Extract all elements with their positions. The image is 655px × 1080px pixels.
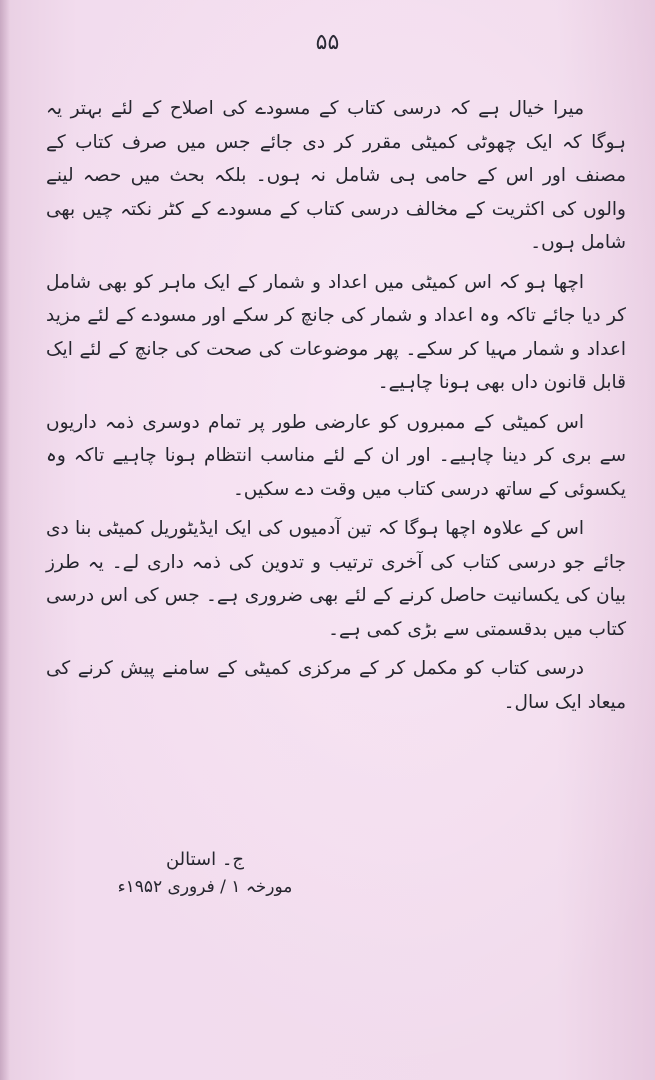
body-text <box>46 92 626 719</box>
page-number: ۵۵ <box>315 30 340 55</box>
signature-date: مورخہ ۱ / فروری ۱۹۵۲ء <box>117 877 293 897</box>
paragraph-1: میرا خیال ہے کہ درسی کتاب کے مسودے کی اصلاح کے لئے بہتر یہ ہوگا کہ ایک چھوٹی کمیٹی مقرر کر دی جائے جس میں صرف کتاب کے مصنف اور اس کے حامی ہی شامل نہ ہوں۔ بلکہ بحث میں حصہ لینے والوں کی اکثریت کے مخالف درسی کتاب کے مسودے کے کٹر نکتہ چیں بھی شامل ہوں۔ <box>46 98 626 253</box>
signature-block <box>90 846 320 900</box>
page-binding-edge <box>0 0 10 1080</box>
paragraph-4: اس کے علاوہ اچھا ہوگا کہ تین آدمیوں کی ایک ایڈیٹوریل کمیٹی بنا دی جائے جو درسی کتاب کی آخری ترتیب و تدوین کی ذمہ داری لے۔ یہ طرز بیان کی یکسانیت حاصل کرنے کے لئے بھی ضروری ہے۔ جس کی اس درسی کتاب میں بدقسمتی سے بڑی کمی ہے۔ <box>46 518 626 640</box>
paragraph-2: اچھا ہو کہ اس کمیٹی میں اعداد و شمار کے ایک ماہر کو بھی شامل کر دیا جائے تاکہ وہ اعداد و شمار کی جانچ کر سکے اور مسودے کے لئے مزید اعداد و شمار مہیا کر سکے۔ پھر موضوعات کی صحت کی جانچ کے لئے ایک قابل قانون داں بھی ہونا چاہیے۔ <box>46 271 626 393</box>
paragraph-3: اس کمیٹی کے ممبروں کو عارضی طور پر تمام دوسری ذمہ داریوں سے بری کر دینا چاہیے۔ اور ان کے لئے مناسب انتظام ہونا چاہیے تاکہ وہ یکسوئی کے ساتھ درسی کتاب میں وقت دے سکیں۔ <box>46 411 626 500</box>
signature-name: ج۔ استالن <box>165 849 245 870</box>
paragraph-5: درسی کتاب کو مکمل کر کے مرکزی کمیٹی کے سامنے پیش کرنے کی میعاد ایک سال۔ <box>46 658 626 713</box>
